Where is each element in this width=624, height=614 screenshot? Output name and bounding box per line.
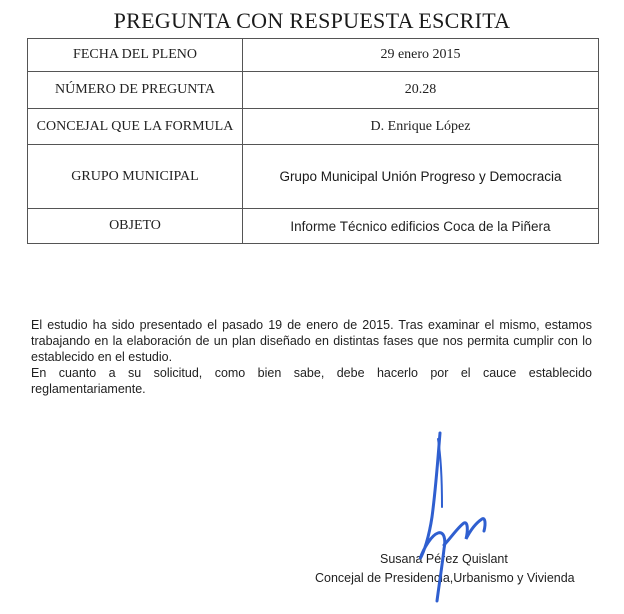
table-row: [28, 72, 599, 109]
objeto-label: OBJETO: [28, 209, 243, 244]
table-row: [28, 145, 599, 209]
table-row: [28, 39, 599, 72]
concejal-value: D. Enrique López: [243, 109, 599, 145]
response-paragraph-1: El estudio ha sido presentado el pasado 19 de enero de 2015. Tras examinar el mismo, estamos trabajando en la elaboración de un plan diseñado en distintas fases que nos permita cumplir con lo establecido en el estudio.: [31, 318, 592, 364]
handwritten-signature: [418, 427, 498, 607]
signatory-name: Susana Pérez Quislant: [380, 552, 508, 566]
objeto-value: Informe Técnico edificios Coca de la Piñera: [243, 209, 599, 244]
signature-stroke: [444, 519, 485, 545]
response-paragraph-2: En cuanto a su solicitud, como bien sabe, debe hacerlo por el cauce establecido reglamentariamente.: [31, 366, 592, 396]
grupo-value: Grupo Municipal Unión Progreso y Democracia: [243, 145, 599, 209]
document-title: PREGUNTA CON RESPUESTA ESCRITA: [113, 8, 511, 33]
grupo-label: GRUPO MUNICIPAL: [28, 145, 243, 209]
numero-value: 20.28: [243, 72, 599, 109]
fecha-value: 29 enero 2015: [243, 39, 599, 72]
signature-stroke: [438, 439, 442, 507]
concejal-label: CONCEJAL QUE LA FORMULA: [28, 109, 243, 145]
table-row: [28, 109, 599, 145]
fecha-label: FECHA DEL PLENO: [28, 39, 243, 72]
question-info-table: [27, 38, 599, 244]
numero-label: NÚMERO DE PREGUNTA: [28, 72, 243, 109]
table-row: [28, 209, 599, 244]
signatory-role: Concejal de Presidencia,Urbanismo y Vivienda: [315, 571, 575, 585]
response-body: [31, 317, 592, 397]
